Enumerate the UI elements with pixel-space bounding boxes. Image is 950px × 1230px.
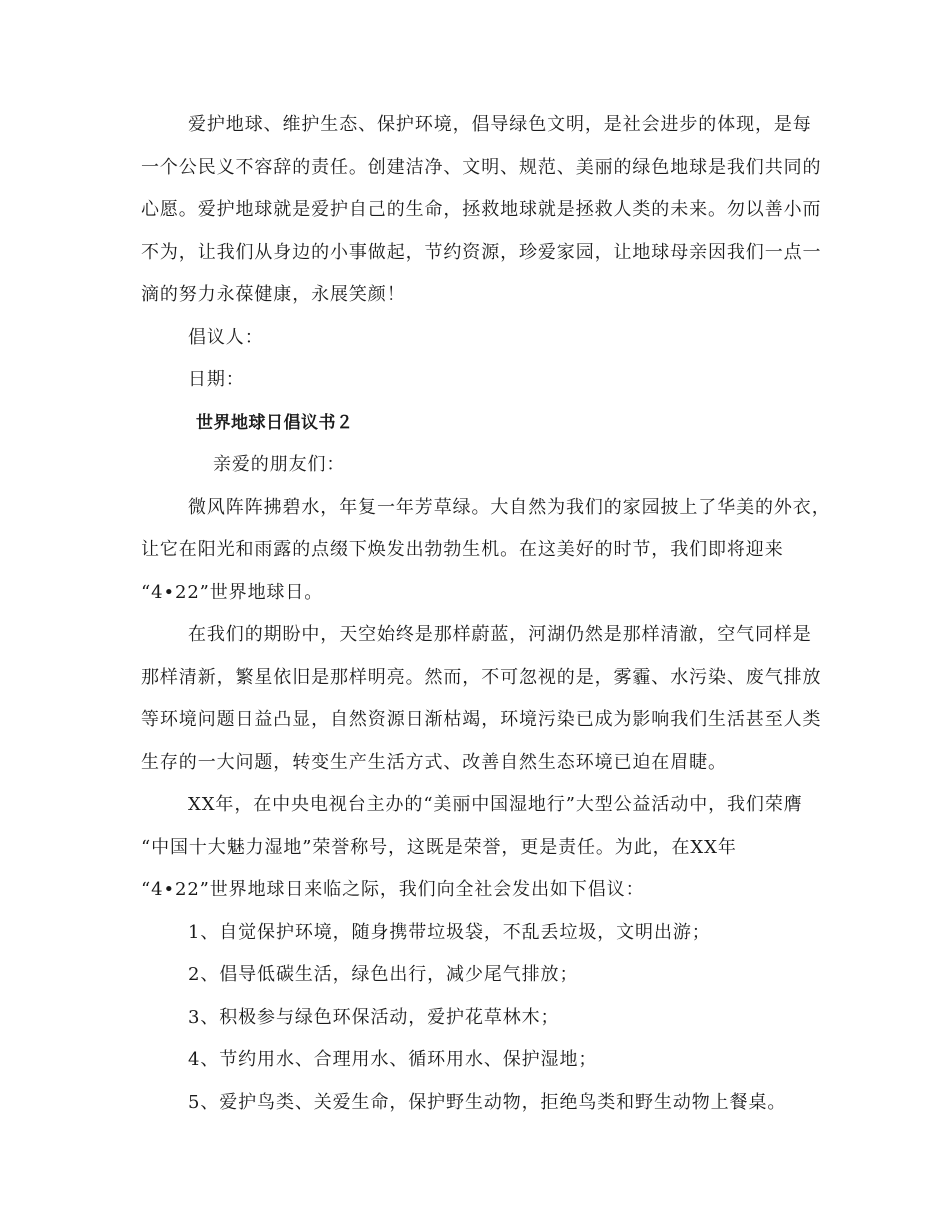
- paragraph-2: [141, 487, 831, 615]
- paragraph-3: [141, 614, 822, 784]
- text-line: 爱护地球、维护生态、保护环境，倡导绿色文明，是社会进步的体现，是每: [188, 114, 812, 135]
- list-item: 1、自觉保护环境，随身携带垃圾袋，不乱丢垃圾，文明出游；: [188, 921, 711, 943]
- text-line: 那样清新，繁星依旧是那样明亮。然而，不可忽视的是，雾霾、水污染、废气排放: [141, 666, 822, 688]
- text-line: 微风阵阵拂碧水，年复一年芳草绿。大自然为我们的家园披上了华美的外衣，: [188, 496, 831, 518]
- text-line: 心愿。爱护地球就是爱护自己的生命，拯救地球就是拯救人类的未来。勿以善小而: [141, 199, 822, 220]
- text-line: 在我们的期盼中，天空始终是那样蔚蓝，河湖仍然是那样清澈，空气同样是: [188, 624, 812, 645]
- text-line: “4•22”世界地球日来临之际，我们向全社会发出如下倡议：: [141, 879, 645, 900]
- text-line: 生存的一大问题，转变生产生活方式、改善自然生态环境已迫在眉睫。: [141, 751, 727, 773]
- paragraph-4: [141, 784, 813, 912]
- proposal-list: [141, 912, 813, 1125]
- text-line: 等环境问题日益凸显，自然资源日渐枯竭，环境污染已成为影响我们生活甚至人类: [141, 709, 822, 730]
- text-line: 一个公民义不容辞的责任。创建洁净、文明、规范、美丽的绿色地球是我们共同的: [141, 156, 822, 178]
- list-item: 3、积极参与绿色环保活动，爱护花草林木；: [188, 1006, 560, 1028]
- text-line: “4•22”世界地球日。: [141, 581, 324, 603]
- list-item: 5、爱护鸟类、关爱生命，保护野生动物，拒绝鸟类和野生动物上餐桌。: [188, 1091, 787, 1113]
- text-line: XX年，在中央电视台主办的“美丽中国湿地行”大型公益活动中，我们荣膺: [188, 794, 803, 815]
- greeting: 亲爱的朋友们：: [213, 454, 346, 475]
- initiator-line: 倡议人：: [188, 326, 264, 348]
- paragraph-1: [141, 104, 822, 317]
- list-item: 2、倡导低碳生活，绿色出行，减少尾气排放；: [188, 964, 579, 985]
- section-heading: 世界地球日倡议书２: [196, 412, 354, 433]
- document-page: [141, 104, 831, 1124]
- list-item: 4、节约用水、合理用水、循环用水、保护湿地；: [188, 1049, 598, 1070]
- text-line: 不为，让我们从身边的小事做起，节约资源，珍爱家园，让地球母亲因我们一点一: [141, 241, 822, 263]
- text-line: “中国十大魅力湿地”荣誉称号，这既是荣誉，更是责任。为此，在XX年: [141, 836, 737, 858]
- text-line: 让它在阳光和雨露的点缀下焕发出勃勃生机。在这美好的时节，我们即将迎来: [141, 539, 784, 560]
- text-line: 滴的努力永葆健康，永展笑颜！: [141, 284, 406, 305]
- date-line: 日期：: [188, 369, 245, 390]
